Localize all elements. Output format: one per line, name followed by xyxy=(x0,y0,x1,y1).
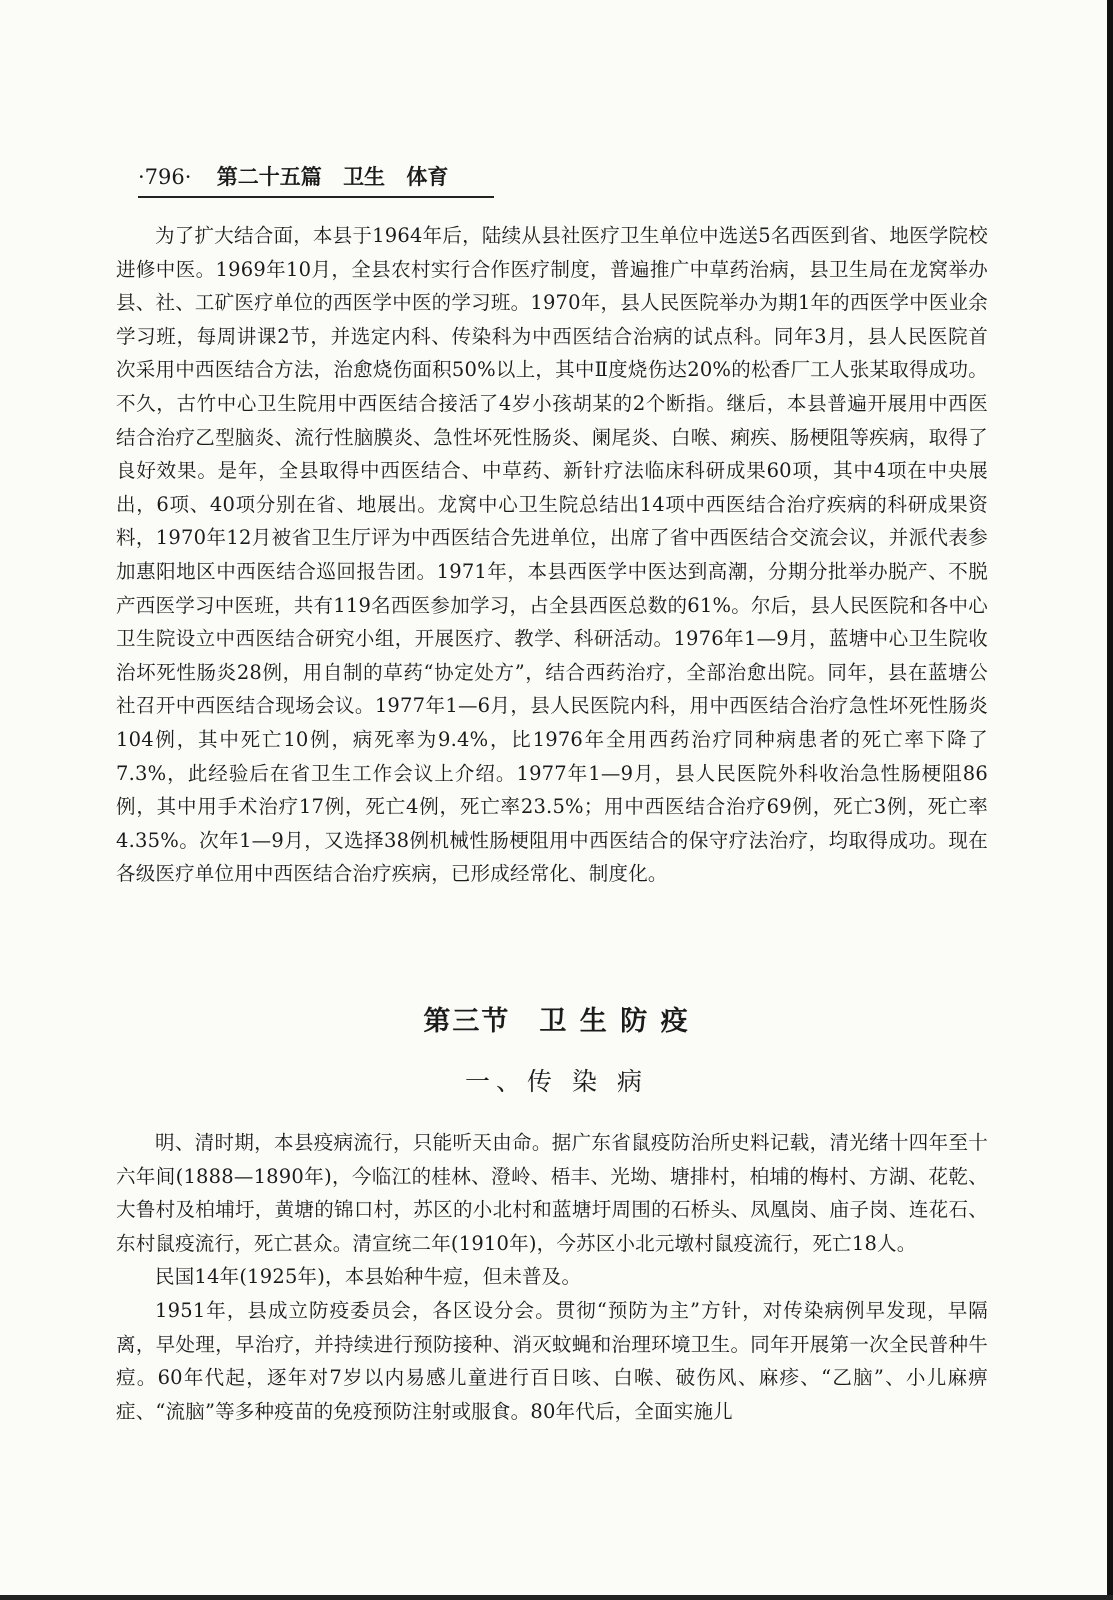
page-edge-shadow-right xyxy=(1107,0,1113,1600)
body-text-bottom xyxy=(116,1126,988,1428)
running-header xyxy=(138,162,498,192)
paragraph: 为了扩大结合面，本县于1964年后，陆续从县社医疗卫生单位中选送5名西医到省、地医学院校进修中医。1969年10月，全县农村实行合作医疗制度，普遍推广中草药治病，县卫生局在龙窝举办县、社、工矿医疗单位的西医学中医的学习班。1970年，县人民医院举办为期1年的西医学中医业余学习班，每周讲课2节，并选定内科、传染科为中西医结合治病的试点科。同年3月，县人民医院首次采用中西医结合方法，治愈烧伤面积50%以上，其中Ⅱ度烧伤达20%的松香厂工人张某取得成功。不久，古竹中心卫生院用中西医结合接活了4岁小孩胡某的2个断指。继后，本县普遍开展用中西医结合治疗乙型脑炎、流行性脑膜炎、急性坏死性肠炎、阑尾炎、白喉、痢疾、肠梗阻等疾病，取得了良好效果。是年，全县取得中西医结合、中草药、新针疗法临床科研成果60项，其中4项在中央展出，6项、40项分别在省、地展出。龙窝中心卫生院总结出14项中西医结合治疗疾病的科研成果资料，1970年12月被省卫生厅评为中西医结合先进单位，出席了省中西医结合交流会议，并派代表参加惠阳地区中西医结合巡回报告团。1971年，本县西医学中医达到高潮，分期分批举办脱产、不脱产西医学习中医班，共有119名西医参加学习，占全县西医总数的61%。尔后，县人民医院和各中心卫生院设立中西医结合研究小组，开展医疗、教学、科研活动。1976年1—9月，蓝塘中心卫生院收治坏死性肠炎28例，用自制的草药“协定处方”，结合西药治疗，全部治愈出院。同年，县在蓝塘公社召开中西医结合现场会议。1977年1—6月，县人民医院内科，用中西医结合治疗急性坏死性肠炎104例，其中死亡10例，病死率为9.4%，比1976年全用西药治疗同种病患者的死亡率下降了7.3%，此经验后在省卫生工作会议上介绍。1977年1—9月，县人民医院外科收治急性肠梗阻86例，其中用手术治疗17例，死亡4例，死亡率23.5%；用中西医结合治疗69例，死亡3例，死亡率4.35%。次年1—9月，又选择38例机械性肠梗阻用中西医结合的保守疗法治疗，均取得成功。现在各级医疗单位用中西医结合治疗疾病，已形成经常化、制度化。 xyxy=(116,224,988,886)
paragraph: 民国14年(1925年)，本县始种牛痘，但未普及。 xyxy=(155,1265,582,1289)
section-title: 第三节 卫 生 防 疫 xyxy=(423,1006,690,1037)
paragraph: 明、清时期，本县疫病流行，只能听天由命。据广东省鼠疫防治所史料记载，清光绪十四年至十六年间(1888—1890年)，今临江的桂林、澄岭、梧丰、光坳、塘排村，柏埔的梅村、方湖、花乾、大鲁村及柏埔圩，黄塘的锦口村，苏区的小北村和蓝塘圩周围的石桥头、凤凰岗、庙子岗、连花石、东村鼠疫流行，死亡甚众。清宣统二年(1910年)，今苏区小北元墩村鼠疫流行，死亡18人。 xyxy=(116,1131,988,1255)
chapter-label: 第二十五篇 xyxy=(216,164,322,189)
body-text-top xyxy=(116,219,988,891)
header-topic-health: 卫生 xyxy=(343,164,386,189)
header-rule xyxy=(138,196,494,198)
subsection-title: 一、传 染 病 xyxy=(465,1067,648,1096)
page-number: ·796· xyxy=(138,165,192,189)
header-topic-sports: 体育 xyxy=(406,164,449,189)
page-edge-shadow-bottom xyxy=(0,1595,1113,1600)
paragraph: 1951年，县成立防疫委员会，各区设分会。贯彻“预防为主”方针，对传染病例早发现，早隔离，早处理，早治疗，并持续进行预防接种、消灭蚊蝇和治理环境卫生。同年开展第一次全民普种牛痘。60年代起，逐年对7岁以内易感儿童进行百日咳、白喉、破伤风、麻疹、“乙脑”、小儿麻痹症、“流脑”等多种疫苗的免疫预防注射或服食。80年代后，全面实施儿 xyxy=(116,1298,988,1423)
